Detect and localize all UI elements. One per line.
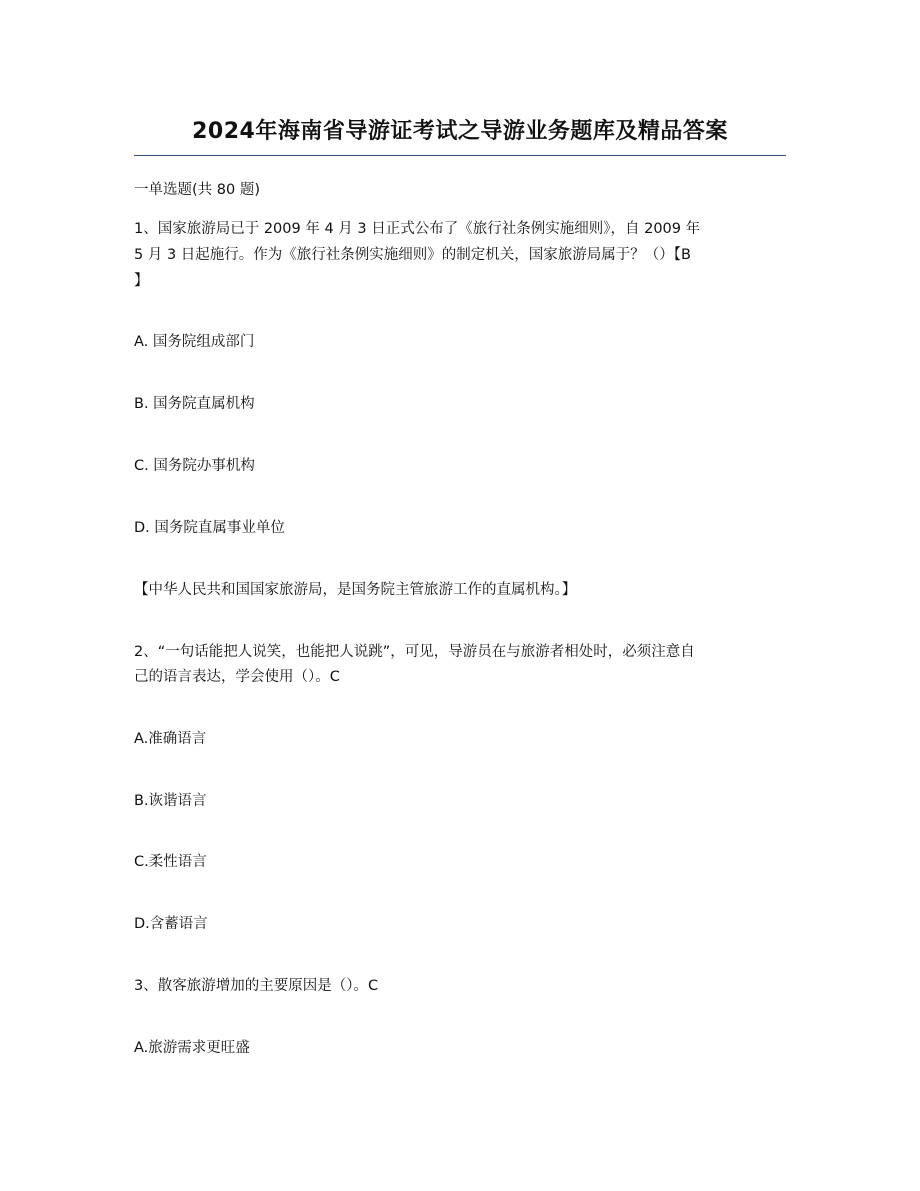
question-1-explanation: 【中华人民共和国国家旅游局，是国务院主管旅游工作的直属机构。】 bbox=[134, 582, 577, 598]
question-3-option-a: A.旅游需求更旺盛 bbox=[134, 1040, 250, 1056]
question-3-stem-line-1: 3、散客旅游增加的主要原因是（）。C bbox=[134, 978, 379, 994]
question-1-option-a: A. 国务院组成部门 bbox=[134, 334, 255, 350]
question-1-stem-line-1: 1、国家旅游局已于 2009 年 4 月 3 日正式公布了《旅行社条例实施细则》，自 2009 年 bbox=[134, 221, 701, 237]
question-1-stem-line-2: 5 月 3 日起施行。作为《旅行社条例实施细则》的制定机关，国家旅游局属于？（）【B bbox=[134, 247, 691, 263]
section-heading: 一单选题(共 80 题) bbox=[134, 182, 260, 198]
question-2-stem-line-1: 2、“一句话能把人说笑，也能把人说跳”，可见，导游员在与旅游者相处时，必须注意自 bbox=[134, 644, 695, 660]
question-2-option-c: C.柔性语言 bbox=[134, 854, 207, 870]
question-2-option-a: A.准确语言 bbox=[134, 731, 207, 747]
question-1-option-c: C. 国务院办事机构 bbox=[134, 458, 255, 474]
question-1-stem-line-3: 】 bbox=[134, 273, 149, 289]
question-2-option-d: D.含蓄语言 bbox=[134, 916, 208, 932]
question-2-stem-line-2: 己的语言表达，学会使用（）。C bbox=[134, 669, 340, 685]
question-1-option-d: D. 国务院直属事业单位 bbox=[134, 520, 285, 536]
title-underline bbox=[134, 155, 786, 156]
question-2-option-b: B.诙谐语言 bbox=[134, 793, 207, 809]
question-1-option-b: B. 国务院直属机构 bbox=[134, 396, 255, 412]
document-title: 2024年海南省导游证考试之导游业务题库及精品答案 bbox=[192, 119, 728, 144]
